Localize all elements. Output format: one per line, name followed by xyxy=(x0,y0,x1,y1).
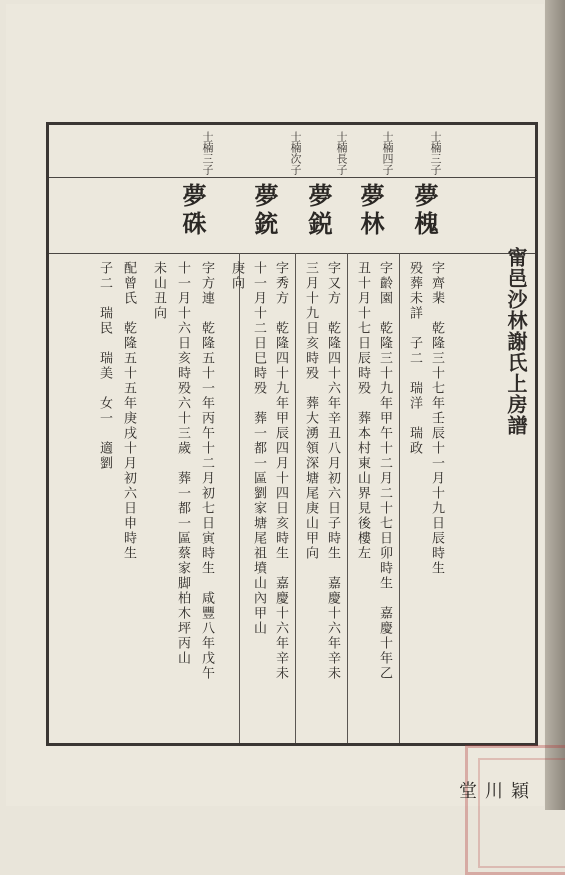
entry-line: 殁葬未詳 子二 瑞洋 瑞政 xyxy=(407,261,422,456)
entry-line: 字又方 乾隆四十六年辛丑八月初六日子時生 嘉慶十六年辛未 xyxy=(325,261,340,681)
person-name: 夢硃 xyxy=(178,183,207,239)
relation-label: 士楠三子 xyxy=(429,131,442,175)
hall-name: 穎川堂 xyxy=(456,781,529,799)
relation-label: 士楠次子 xyxy=(289,131,302,175)
entry-line: 十一月十六日亥時殁六十三歲 葬一都一區蔡家脚柏木坪丙山 xyxy=(175,261,190,666)
entry-line: 未山丑向 xyxy=(151,261,166,321)
column-rule xyxy=(295,253,296,743)
entry-line: 字方連 乾隆五十一年丙午十二月初七日寅時生 咸豐八年戊午 xyxy=(199,261,214,681)
entry-line: 丑十月十七日辰時殁 葬本村東山界見後樓左 xyxy=(355,261,370,561)
entry-line: 子二 瑞民 瑞美 女一 適劉 xyxy=(97,261,112,471)
entry-line: 字齊棐 乾隆三十七年壬辰十一月十九日辰時生 xyxy=(429,261,444,576)
book-title: 甯邑沙林謝氏上房譜 xyxy=(504,247,528,436)
person-name: 夢林 xyxy=(356,183,385,239)
person-name: 夢槐 xyxy=(410,183,439,239)
entry-line: 字齡園 乾隆三十九年甲午十二月二十七日卯時生 嘉慶十年乙 xyxy=(377,261,392,681)
column-rule xyxy=(239,253,240,743)
page-frame xyxy=(46,122,538,799)
entry-line: 庚向 xyxy=(229,261,244,291)
relation-label: 士楠三子 xyxy=(201,131,214,175)
book-spine xyxy=(545,0,565,810)
relation-header xyxy=(49,125,535,178)
column-rule xyxy=(347,253,348,743)
entry-line: 字秀方 乾隆四十九年甲辰四月十四日亥時生 嘉慶十六年辛未 xyxy=(273,261,288,681)
name-band xyxy=(49,177,535,254)
entry-line: 十一月十二日巳時殁 葬一都一區劉家塘尾祖墳山內甲山 xyxy=(251,261,266,636)
relation-label: 士楠四子 xyxy=(381,131,394,175)
entry-line: 三月十九日亥時殁 葬大湧領深塘尾庚山甲向 xyxy=(303,261,318,561)
column-rule xyxy=(399,253,400,743)
person-name: 夢銃 xyxy=(250,183,279,239)
relation-label: 士楠長子 xyxy=(335,131,348,175)
entry-line: 配曾氏 乾隆五十五年庚戌十月初六日申時生 xyxy=(121,261,136,561)
person-name: 夢鋭 xyxy=(304,183,333,239)
genealogy-page xyxy=(6,4,544,806)
